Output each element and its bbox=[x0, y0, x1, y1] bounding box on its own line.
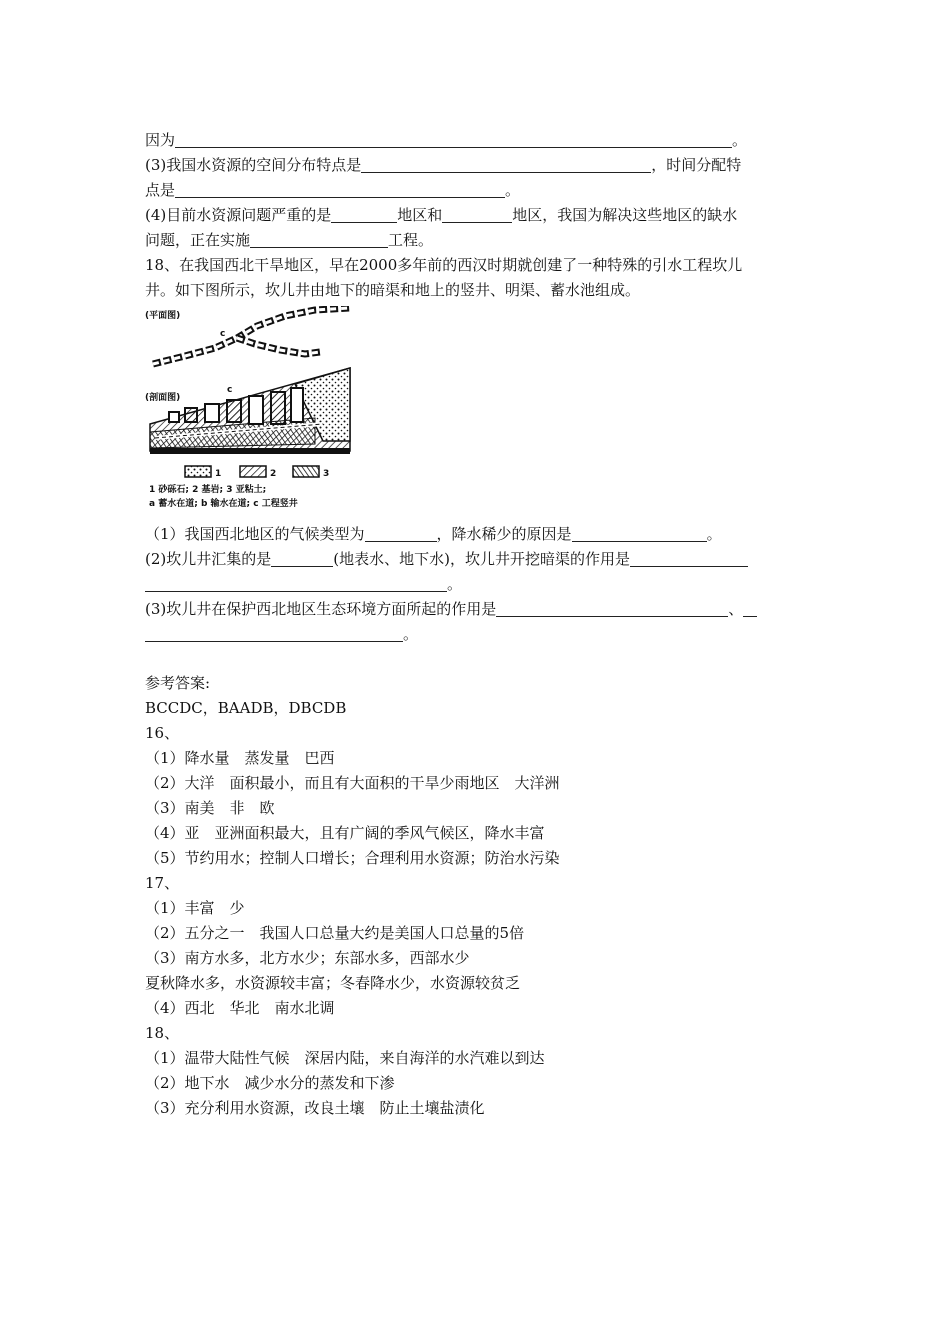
blank[interactable] bbox=[145, 625, 403, 642]
answer-line: 17、 bbox=[145, 874, 180, 892]
q17-3-cont: 点是 。 bbox=[145, 181, 521, 199]
section-view-label: (剖面图) bbox=[145, 393, 181, 403]
answer-line: （5）节约用水；控制人口增长；合理利用水资源；防治水污染 bbox=[145, 849, 560, 867]
blank[interactable] bbox=[743, 600, 757, 617]
legend-swatch-clay bbox=[293, 466, 319, 477]
q17-3: (3)我国水资源的空间分布特点是 ，时间分配特 bbox=[145, 156, 742, 174]
blank[interactable] bbox=[175, 181, 505, 198]
blank[interactable] bbox=[572, 525, 707, 542]
blank[interactable] bbox=[496, 600, 728, 617]
answer-line: （3）南方水多，北方水少；东部水多，西部水少 bbox=[145, 949, 470, 967]
q18-1: （1）我国西北地区的气候类型为 ，降水稀少的原因是 。 bbox=[145, 525, 722, 543]
answer-line: （1）丰富 少 bbox=[145, 899, 245, 917]
q18-intro-1: 18、在我国西北干旱地区，早在2000多年前的西汉时期就创建了一种特殊的引水工程坎儿 bbox=[145, 256, 743, 274]
answer-line: （1）温带大陆性气候 深居内陆，来自海洋的水汽难以到达 bbox=[145, 1049, 545, 1067]
karez-diagram-svg bbox=[145, 306, 365, 518]
legend-swatch-gravel bbox=[185, 466, 211, 477]
svg-text:1: 1 bbox=[215, 469, 222, 479]
q18-3: (3)坎儿井在保护西北地区生态环境方面所起的作用是 、 bbox=[145, 597, 810, 622]
blank[interactable] bbox=[365, 525, 437, 542]
answer-line: 16、 bbox=[145, 724, 180, 742]
answer-line: （4）亚 亚洲面积最大，且有广阔的季风气候区，降水丰富 bbox=[145, 824, 545, 842]
answer-line: （1）降水量 蒸发量 巴西 bbox=[145, 749, 335, 767]
plan-view-channel bbox=[153, 308, 350, 364]
blank[interactable] bbox=[331, 206, 397, 223]
answer-line: 18、 bbox=[145, 1024, 180, 1042]
plan-view-label: (平面图) bbox=[145, 311, 181, 321]
answer-line: （2）五分之一 我国人口总量大约是美国人口总量的5倍 bbox=[145, 924, 525, 942]
blank[interactable] bbox=[250, 231, 388, 248]
karez-diagram bbox=[145, 306, 365, 518]
answer-line: （3）充分利用水资源，改良土壤 防止土壤盐渍化 bbox=[145, 1099, 485, 1117]
legend-text-2: a 蓄水在道; b 输水在道; c 工程竖井 bbox=[149, 499, 298, 509]
svg-text:3: 3 bbox=[323, 469, 330, 479]
section-mark-c: c bbox=[227, 385, 233, 395]
answer-line: （2）大洋 面积最小，而且有大面积的干旱少雨地区 大洋洲 bbox=[145, 774, 560, 792]
worksheet-page bbox=[145, 128, 810, 1121]
blank[interactable] bbox=[145, 575, 447, 592]
q18-2: (2)坎儿井汇集的是 (地表水、地下水)，坎儿井开挖暗渠的作用是 bbox=[145, 547, 810, 572]
section-view bbox=[150, 368, 350, 454]
svg-text:2: 2 bbox=[270, 469, 277, 479]
answer-line: 夏秋降水多，水资源较丰富；冬春降水少，水资源较贫乏 bbox=[145, 974, 521, 992]
answer-line: （2）地下水 减少水分的蒸发和下渗 bbox=[145, 1074, 395, 1092]
legend-swatch-bedrock bbox=[240, 466, 266, 477]
plan-mark-c: c bbox=[220, 329, 226, 339]
answer-line: （4）西北 华北 南水北调 bbox=[145, 999, 335, 1017]
legend bbox=[149, 466, 329, 509]
legend-text-1: 1 砂砾石; 2 基岩; 3 亚粘土; bbox=[149, 485, 267, 495]
q18-2-cont: 。 bbox=[145, 572, 810, 597]
answer-line: （3）南美 非 欧 bbox=[145, 799, 275, 817]
q17-2-continuation: 因为 。 bbox=[145, 131, 748, 149]
q18-3-cont: 。 bbox=[145, 622, 810, 647]
blank[interactable] bbox=[442, 206, 512, 223]
answers-heading: 参考答案: bbox=[145, 674, 211, 692]
blank[interactable] bbox=[271, 550, 333, 567]
blank[interactable] bbox=[361, 156, 651, 173]
q18-intro-2: 井。如下图所示，坎儿井由地下的暗渠和地上的竖井、明渠、蓄水池组成。 bbox=[145, 281, 641, 299]
blank[interactable] bbox=[630, 550, 748, 567]
q17-4: (4)目前水资源问题严重的是 地区和 地区，我国为解决这些地区的缺水 bbox=[145, 206, 738, 224]
answers-choice: BCCDC，BAADB，DBCDB bbox=[145, 699, 347, 717]
q17-4-cont: 问题，正在实施 工程。 bbox=[145, 231, 434, 249]
blank[interactable] bbox=[175, 131, 732, 148]
